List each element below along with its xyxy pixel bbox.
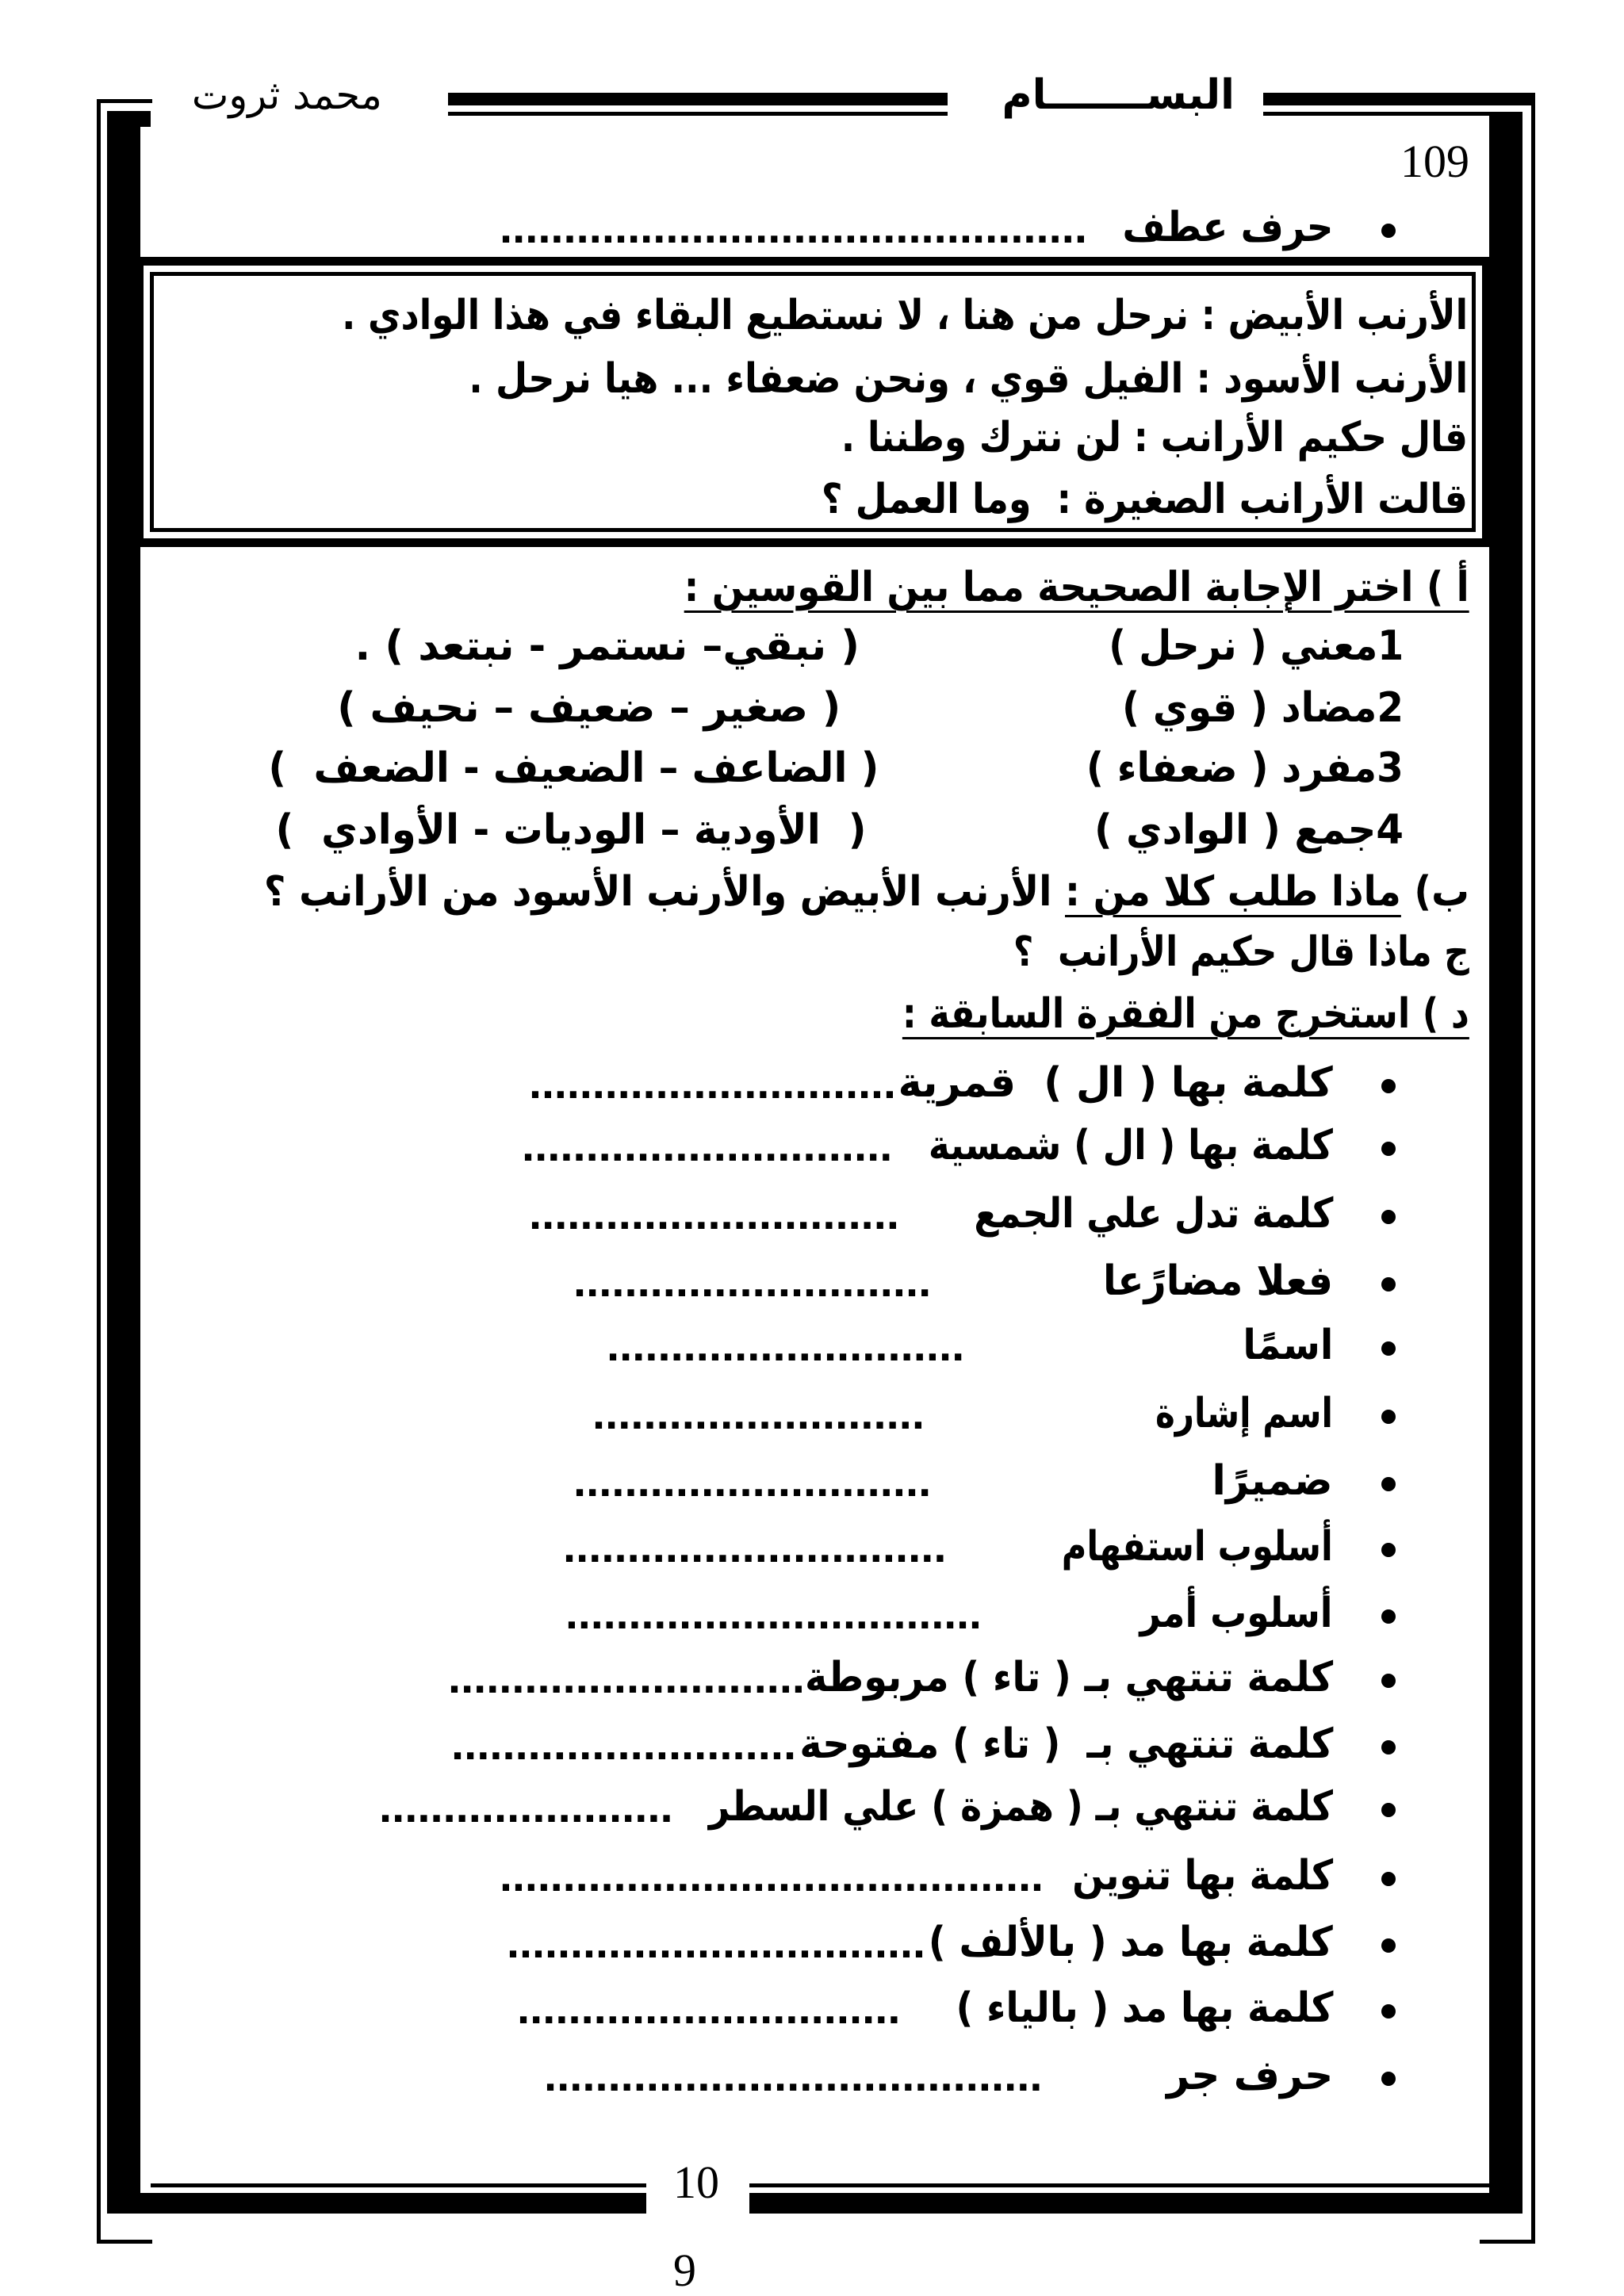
- answer-blank: .............................: [529, 1057, 896, 1108]
- extract-item-label: كلمة تنتهي بـ ( تاء ) مفتوحة: [799, 1720, 1333, 1768]
- question-c: ج ماذا قال حكيم الأرانب ؟: [1013, 928, 1469, 976]
- frame-right-thick-bar: [1489, 112, 1522, 2214]
- extract-item-label: كلمة بها مد ( بالألف ): [929, 1919, 1333, 1966]
- bullet-point-icon: [1381, 1803, 1396, 1817]
- extract-item-label: كلمة بها ( ال ) قمرية: [898, 1059, 1333, 1107]
- frame-top-left-corner-thin: [97, 99, 152, 103]
- choice-row-options: ( الضاعف – الضعيف - الضعف ): [268, 744, 879, 792]
- bullet-point-icon: [1381, 1740, 1396, 1755]
- answer-blank: .................................: [507, 1916, 926, 1968]
- header-author: محمد ثروت: [191, 72, 382, 118]
- extract-item-label: اسمًا: [1243, 1322, 1333, 1369]
- top-item-label: حرف عطف: [1122, 204, 1333, 251]
- footer-rule-left-thin: [151, 2183, 646, 2187]
- bullet-point-icon: [1381, 1938, 1396, 1953]
- extract-item-label: أسلوب أمر: [1139, 1590, 1333, 1637]
- choice-row-options: ( نبقي– نستمر - نبتعد ) .: [354, 622, 860, 670]
- footer-page-number: 109: [673, 2138, 722, 2296]
- answer-blank: ............................: [607, 1319, 965, 1371]
- frame-bottom-right-corner-thin: [1480, 2240, 1535, 2244]
- header-rule-right-thick: [1263, 93, 1535, 105]
- choice-row-word: 4جمع ( الوادي ): [1094, 806, 1404, 854]
- bullet-point-icon: [1381, 1142, 1396, 1156]
- bullet-point-icon: [1381, 2072, 1396, 2086]
- extract-item-label: كلمة بها ( ال ) شمسية: [929, 1122, 1333, 1169]
- footer-rule-left-thick: [107, 2193, 646, 2214]
- header-title: البســـــــام: [1002, 71, 1235, 119]
- passage-line: الأرنب الأبيض : نرحل من هنا ، لا نستطيع البقاء في هذا الوادي .: [341, 292, 1468, 339]
- answer-blank: ............................: [573, 1255, 932, 1307]
- frame-top-left-corner-thick: [107, 111, 151, 127]
- question-b-prefix: ب): [1400, 868, 1469, 916]
- answer-blank: ..............................................: [500, 201, 1087, 253]
- bullet-point-icon: [1381, 1674, 1396, 1688]
- answer-blank: ...........................................: [500, 1850, 1044, 1901]
- bullet-point-icon: [1381, 2004, 1396, 2019]
- question-b-rest: الأرنب الأبيض والأرنب الأسود من الأرانب ؟: [264, 868, 1066, 916]
- passage-line: قال حكيم الأرانب : لن نترك وطننا .: [841, 414, 1468, 461]
- extract-item-label: اسم إشارة: [1155, 1390, 1333, 1437]
- passage-line: قالت الأرانب الصغيرة : وما العمل ؟: [821, 476, 1468, 523]
- bullet-point-icon: [1381, 1477, 1396, 1491]
- answer-blank: ..............................: [563, 1521, 947, 1572]
- answer-blank: ............................: [573, 1455, 932, 1506]
- bullet-point-icon: [1381, 1210, 1396, 1224]
- extract-item-label: كلمة تنتهي بـ ( همزة ) علي السطر: [709, 1783, 1333, 1831]
- answer-blank: ..............................: [517, 1982, 901, 2034]
- bullet-point-icon: [1381, 1609, 1396, 1624]
- header-rule-left-thin: [448, 112, 948, 116]
- answer-blank: ...........................: [451, 1718, 797, 1770]
- footer-rule-right-thin: [749, 2183, 1489, 2187]
- bullet-point-icon: [1381, 1543, 1396, 1557]
- answer-blank: .......................................: [544, 2049, 1043, 2101]
- page-number: 109: [1400, 136, 1469, 187]
- header-rule-left-thick: [448, 93, 948, 105]
- extract-item-label: كلمة بها مد ( بالياء ): [956, 1984, 1333, 2032]
- extract-item-label: حرف جر: [1166, 2052, 1333, 2099]
- frame-left-thin-line: [97, 99, 101, 2244]
- bullet-point-icon: [1381, 1079, 1396, 1093]
- answer-blank: .................................: [565, 1587, 982, 1639]
- extract-item-label: كلمة تدل علي الجمع: [973, 1190, 1333, 1238]
- choice-row-word: 2مضاد ( قوي ): [1121, 684, 1404, 732]
- question-d-title: د ) استخرج من الفقرة السابقة :: [902, 990, 1469, 1038]
- bullet-point-icon: [1381, 224, 1396, 238]
- passage-line: الأرنب الأسود : الفيل قوي ، ونحن ضعفاء ... هيا نرحل .: [468, 355, 1468, 403]
- extract-item-label: فعلا مضارًعا: [1103, 1257, 1333, 1305]
- answer-blank: .............................: [529, 1188, 900, 1239]
- frame-right-thin-line: [1531, 93, 1535, 2244]
- question-b-underlined: ماذا طلب كلا من :: [1065, 868, 1401, 916]
- bullet-point-icon: [1381, 1410, 1396, 1424]
- footer-rule-right-thick: [749, 2193, 1522, 2214]
- bullet-point-icon: [1381, 1872, 1396, 1886]
- extract-item-label: أسلوب استفهام: [1062, 1523, 1333, 1571]
- bullet-point-icon: [1381, 1277, 1396, 1292]
- extract-item-label: كلمة تنتهي بـ ( تاء ) مربوطة: [804, 1654, 1333, 1701]
- answer-blank: .............................: [522, 1119, 893, 1171]
- answer-blank: ............................: [448, 1651, 805, 1703]
- extract-item-label: كلمة بها تنوين: [1071, 1852, 1333, 1900]
- frame-bottom-left-corner-thin: [97, 2240, 152, 2244]
- choice-row-options: ( الأودية – الوديات - الأوادي ): [276, 806, 867, 854]
- header-rule-right-thin: [1263, 112, 1489, 116]
- answer-blank: .......................: [379, 1781, 673, 1832]
- extract-item-label: ضميرًا: [1212, 1457, 1333, 1505]
- bullet-point-icon: [1381, 1341, 1396, 1356]
- question-a-title: أ ) اختر الإجابة الصحيحة مما بين القوسين :: [684, 564, 1469, 611]
- choice-row-options: ( صغير – ضعيف – نحيف ): [337, 684, 841, 732]
- choice-row-word: 3مفرد ( ضعفاء ): [1086, 744, 1404, 792]
- answer-blank: ..........................: [592, 1387, 925, 1439]
- question-b: [264, 864, 1469, 920]
- choice-row-word: 1معني ( نرحل ): [1109, 622, 1404, 670]
